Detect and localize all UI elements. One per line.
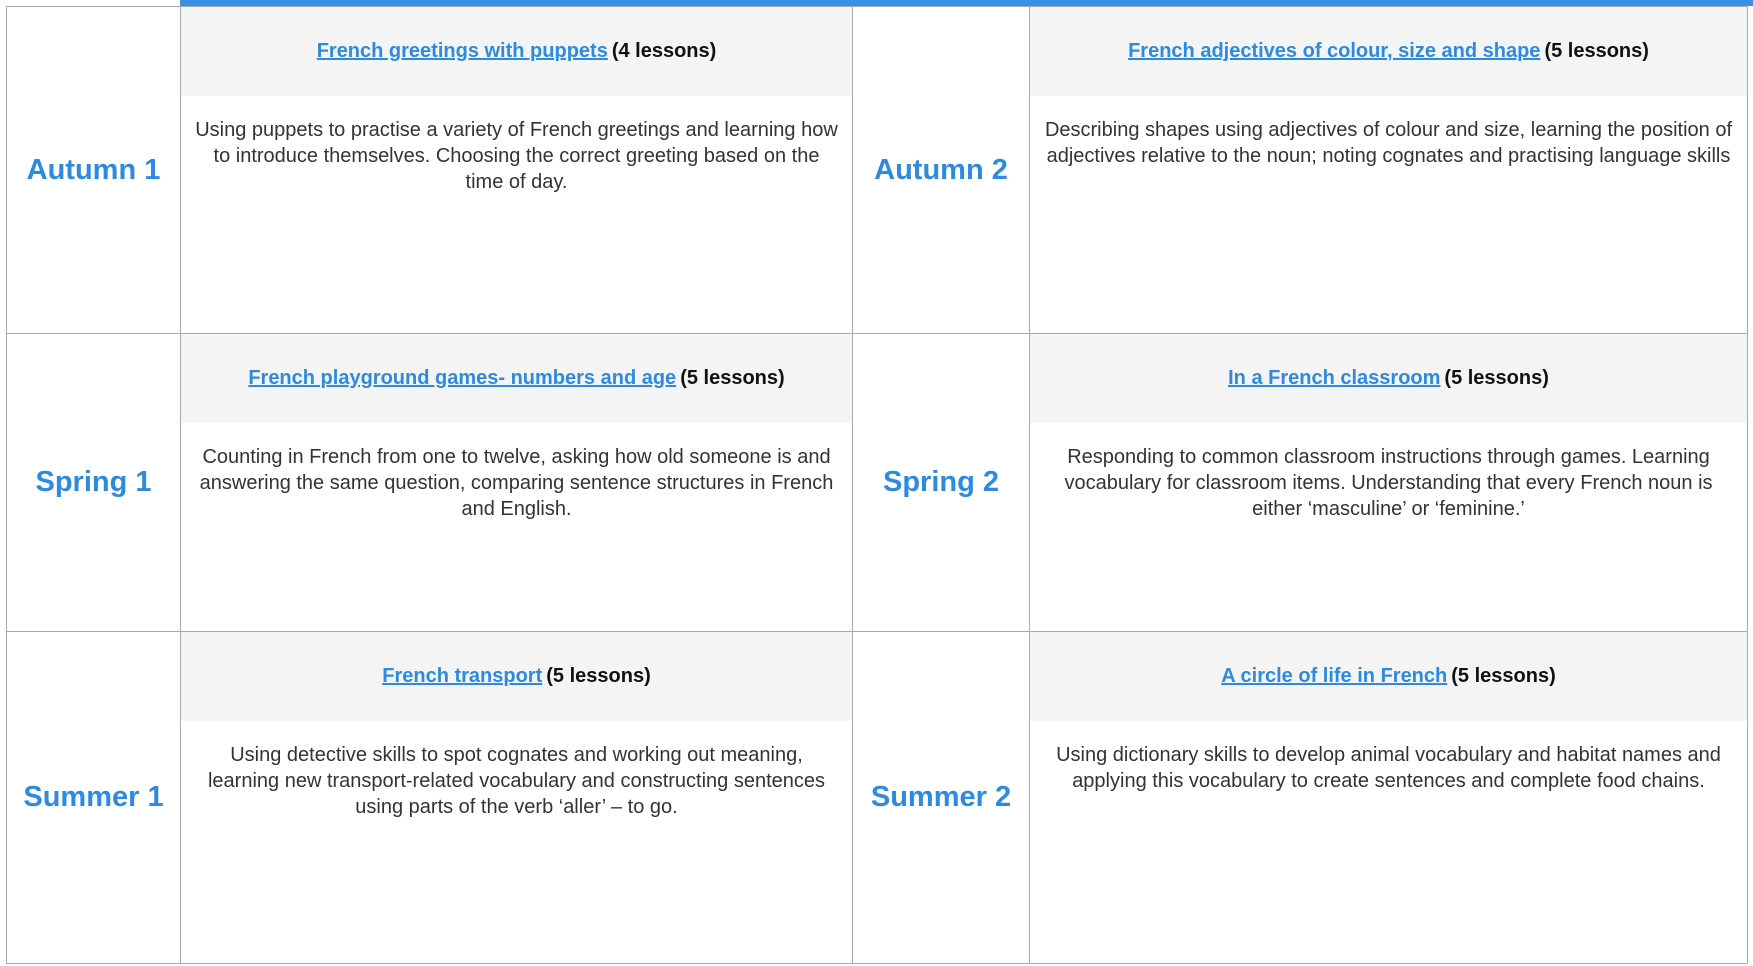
unit-header: [181, 7, 852, 96]
unit-link[interactable]: French greetings with puppets: [316, 40, 608, 62]
unit-cell: [181, 334, 853, 632]
unit-link[interactable]: A circle of life in French: [1221, 665, 1448, 687]
lesson-count: (5 lessons): [1451, 665, 1556, 687]
unit-link[interactable]: French adjectives of colour, size and shape: [1128, 40, 1541, 62]
table-row: [7, 632, 1748, 964]
term-label: Spring 1: [7, 334, 181, 632]
lesson-count: (4 lessons): [611, 40, 717, 62]
term-label: Summer 1: [7, 632, 181, 964]
unit-description: Using puppets to practise a variety of French greetings and learning how to introduce themselves. Choosing the correct greeting based on the time of day.: [195, 119, 838, 193]
unit-cell: [1030, 7, 1748, 334]
unit-header: [1030, 7, 1747, 96]
term-label: Spring 2: [853, 334, 1030, 632]
term-label: Autumn 2: [853, 7, 1030, 334]
unit-description: Using dictionary skills to develop animal vocabulary and habitat names and applying this vocabulary to create sentences and complete food chains.: [1056, 744, 1721, 792]
lesson-count: (5 lessons): [680, 367, 785, 389]
unit-description: Counting in French from one to twelve, asking how old someone is and answering the same question, comparing sentence structures in French and English.: [199, 446, 834, 520]
unit-description: Describing shapes using adjectives of colour and size, learning the position of adjectives relative to the noun; noting cognates and practising language skills: [1044, 119, 1733, 167]
lesson-count: (5 lessons): [1544, 40, 1649, 62]
unit-header: [181, 334, 852, 423]
unit-header: [181, 632, 852, 721]
unit-cell: [181, 632, 853, 964]
unit-cell: [1030, 632, 1748, 964]
unit-cell: [181, 7, 853, 334]
term-label: Autumn 1: [7, 7, 181, 334]
unit-description: Responding to common classroom instructions through games. Learning vocabulary for classroom items. Understanding that every French noun is either ‘masculine’ or ‘feminine.’: [1064, 446, 1713, 520]
term-label: Summer 2: [853, 632, 1030, 964]
table-row: [7, 334, 1748, 632]
unit-link[interactable]: In a French classroom: [1228, 367, 1441, 389]
table-row: [7, 7, 1748, 334]
unit-link[interactable]: French transport: [382, 665, 543, 687]
unit-header: [1030, 334, 1747, 423]
unit-link[interactable]: French playground games- numbers and age: [248, 367, 677, 389]
curriculum-grid: [6, 6, 1748, 964]
unit-header: [1030, 632, 1747, 721]
lesson-count: (5 lessons): [1444, 367, 1549, 389]
unit-description: Using detective skills to spot cognates and working out meaning, learning new transport-related vocabulary and constructing sentences using parts of the verb ‘aller’ – to go.: [207, 744, 826, 818]
lesson-count: (5 lessons): [546, 665, 651, 687]
unit-cell: [1030, 334, 1748, 632]
